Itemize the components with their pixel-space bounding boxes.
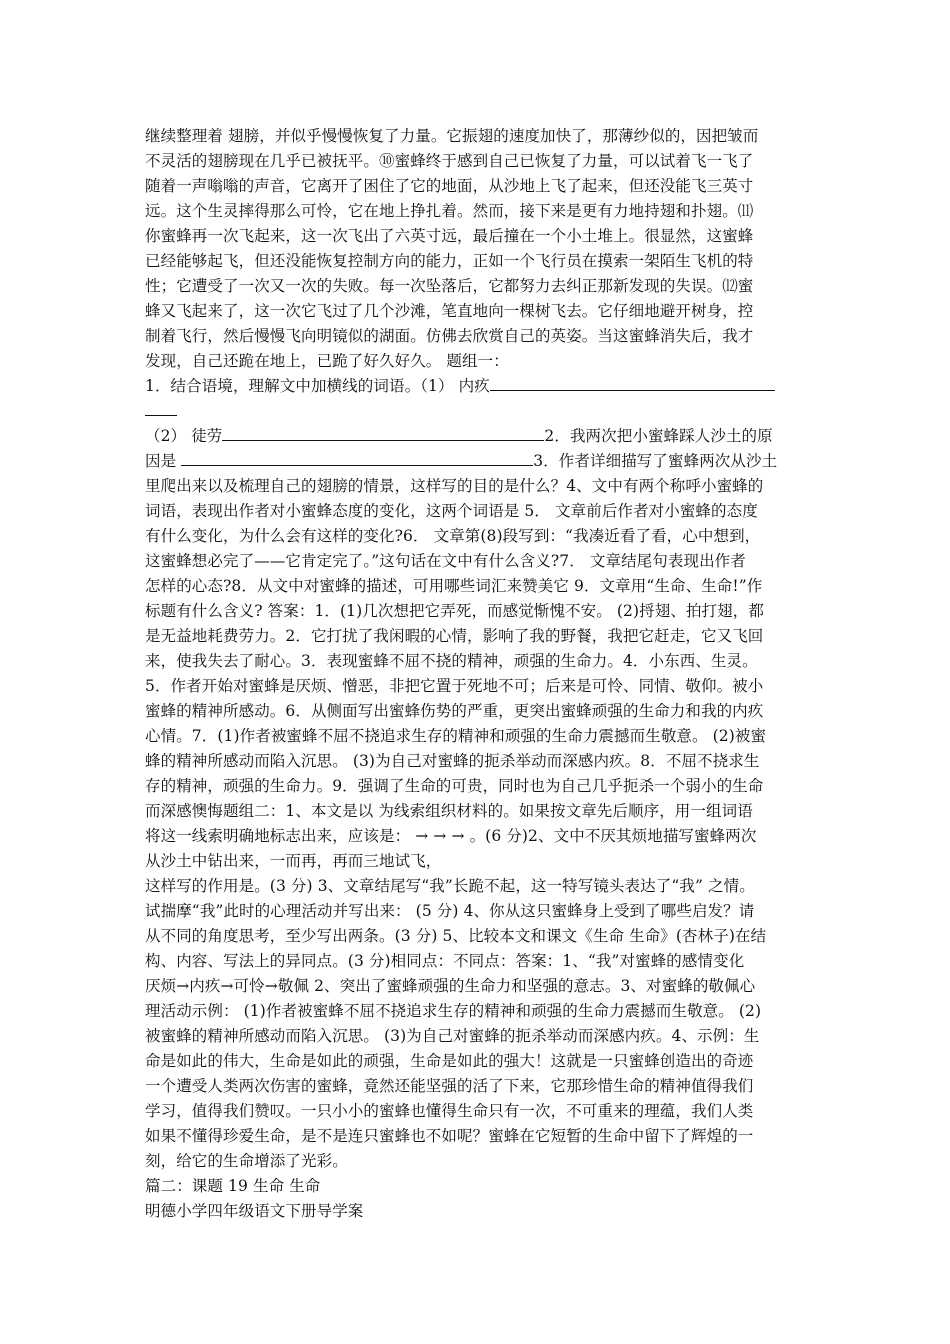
question-1-text: 1．结合语境，理解文中加横线的词语。（1） 内疚: [145, 377, 490, 395]
text-line: 从不同的角度思考，至少写出两条。(3 分) 5、比较本文和课文《生命 生命》(杏林子)在结: [145, 927, 767, 945]
text-line: 有什么变化，为什么会有这样的变化?6． 文章第(8)段写到：“我凑近看了看，心中想到，: [145, 527, 761, 545]
text-line: 这样写的作用是。(3 分) 3、文章结尾写“我”长跪不起，这一特写镜头表达了“我” 之情。: [145, 877, 755, 895]
text-line: 制着飞行，然后慢慢飞向明镜似的湖面。仿佛去欣赏自己的英姿。当这蜜蜂消失后，我才: [145, 327, 754, 345]
text-line: 如果不懂得珍爱生命，是不是连只蜜蜂也不如呢？蜜蜂在它短暂的生命中留下了辉煌的一: [145, 1127, 754, 1145]
question-1-2-line: [145, 424, 773, 448]
text-line: 从沙土中钻出来，一而再，再而三地试飞，: [145, 852, 442, 870]
text-line: 词语，表现出作者对小蜜蜂态度的变化，这两个词语是 5． 文章前后作者对小蜜蜂的态度: [145, 502, 758, 520]
text-line: 刻，给它的生命增添了光彩。: [145, 1152, 348, 1170]
text-line: 试揣摩“我”此时的心理活动并写出来： (5 分) 4、你从这只蜜蜂身上受到了哪些启发？请: [145, 902, 755, 920]
text-line: 理活动示例： (1)作者被蜜蜂不屈不挠追求生存的精神和顽强的生命力震撼而生敬意。 (2): [145, 1002, 762, 1020]
text-line: 怎样的心态?8．从文中对蜜蜂的描述，可用哪些词汇来赞美它 9．文章用“生命、生命!”作: [145, 577, 763, 595]
section-heading: 篇二：课题 19 生命 生命: [145, 1177, 321, 1195]
text-line: 被蜜蜂的精神所感动而陷入沉思。 (3)为自己对蜜蜂的扼杀举动而深感内疚。4、示例：生: [145, 1027, 760, 1045]
text-line: 5．作者开始对蜜蜂是厌烦、憎恶，非把它置于死地不可；后来是可怜、同情、敬仰。被小: [145, 677, 764, 695]
text-line: 发现，自己还跪在地上，已跪了好久好久。 题组一：: [145, 352, 509, 370]
answer-blank[interactable]: [145, 399, 177, 416]
text-line: 学习，值得我们赞叹。一只小小的蜜蜂也懂得生命只有一次，不可重来的理蕴，我们人类: [145, 1102, 754, 1120]
answer-blank[interactable]: [490, 374, 775, 391]
section-subheading: 明德小学四年级语文下册导学案: [145, 1202, 364, 1220]
text-line: 你蜜蜂再一次飞起来，这一次飞出了六英寸远，最后撞在一个小土堆上。很显然，这蜜蜂: [145, 227, 754, 245]
text-line: 而深感懊悔题组二：1、本文是以 为线索组织材料的。如果按文章先后顺序，用一组词语: [145, 802, 753, 820]
text-line: 将这一线索明确地标志出来，应该是： → → → 。(6 分)2、文中不厌其烦地描写蜜蜂两次: [145, 827, 757, 845]
answer-blank[interactable]: [181, 449, 533, 466]
blank-continuation-line: [145, 399, 177, 423]
text-line: 不灵活的翅膀现在几乎已被抚平。⑩蜜蜂终于感到自己已恢复了力量，可以试着飞一飞了: [145, 152, 754, 170]
text-line: 标题有什么含义? 答案：1．(1)几次想把它弄死，而感觉惭愧不安。 (2)捋翅、拍打翅，都: [145, 602, 764, 620]
text-line: 已经能够起飞，但还没能恢复控制方向的能力，正如一个飞行员在摸索一架陌生飞机的特: [145, 252, 754, 270]
question-text: 2．我两次把小蜜蜂踩人沙土的原: [544, 427, 773, 445]
text-line: 构、内容、写法上的异同点。(3 分)相同点：不同点：答案：1、“我”对蜜蜂的感情变化: [145, 952, 745, 970]
text-line: 蜜蜂的精神所感动。6．从侧面写出蜜蜂伤势的严重，更突出蜜蜂顽强的生命力和我的内疚: [145, 702, 764, 720]
text-line: 蜂又飞起来了，这一次它飞过了几个沙滩，笔直地向一棵树飞去。它仔细地避开树身，控: [145, 302, 754, 320]
text-line: 一个遭受人类两次伤害的蜜蜂，竟然还能坚强的活了下来，它那珍惜生命的精神值得我们: [145, 1077, 754, 1095]
text-line: 随着一声嗡嗡的声音，它离开了困住了它的地面，从沙地上飞了起来，但还没能飞三英寸: [145, 177, 754, 195]
question-2-line: [145, 449, 777, 473]
text-line: 命是如此的伟大，生命是如此的顽强，生命是如此的强大！这就是一只蜜蜂创造出的奇迹: [145, 1052, 754, 1070]
text-line: 性；它遭受了一次又一次的失败。每一次坠落后，它都努力去纠正那新发现的失误。⑿蜜: [145, 277, 754, 295]
question-1-line: [145, 374, 775, 398]
text-line: 里爬出来以及梳理自己的翅膀的情景，这样写的目的是什么？4、文中有两个称呼小蜜蜂的: [145, 477, 764, 495]
text-line: 厌烦→内疚→可怜→敬佩 2、突出了蜜蜂顽强的生命力和坚强的意志。3、对蜜蜂的敬佩心: [145, 977, 756, 995]
text-line: 这蜜蜂想必完了——它肯定完了。”这句话在文中有什么含义?7． 文章结尾句表现出作者: [145, 552, 746, 570]
text-line: 远。这个生灵摔得那么可怜，它在地上挣扎着。然而，接下来是更有力地持翅和扑翅。⑾: [145, 202, 754, 220]
answer-blank[interactable]: [222, 424, 544, 441]
text-line: 继续整理着 翅膀，并似乎慢慢恢复了力量。它振翅的速度加快了，那薄纱似的，因把皱而: [145, 127, 759, 145]
text-line: 心情。7．(1)作者被蜜蜂不屈不挠追求生存的精神和顽强的生命力震撼而生敬意。 (2)被蜜: [145, 727, 767, 745]
question-text: （2） 徒劳: [145, 427, 223, 445]
question-text: 3．作者详细描写了蜜蜂两次从沙土: [533, 452, 778, 470]
text-line: 存的精神，顽强的生命力。9．强调了生命的可贵，同时也为自己几乎扼杀一个弱小的生命: [145, 777, 764, 795]
question-text: 因是: [145, 452, 182, 470]
text-line: 是无益地耗费劳力。2．它打扰了我闲暇的心情，影响了我的野餐，我把它赶走，它又飞回: [145, 627, 764, 645]
text-line: 来，使我失去了耐心。3．表现蜜蜂不屈不挠的精神，顽强的生命力。4．小东西、生灵。: [145, 652, 758, 670]
text-line: 蜂的精神所感动而陷入沉思。 (3)为自己对蜜蜂的扼杀举动而深感内疚。8．不屈不挠求生: [145, 752, 760, 770]
